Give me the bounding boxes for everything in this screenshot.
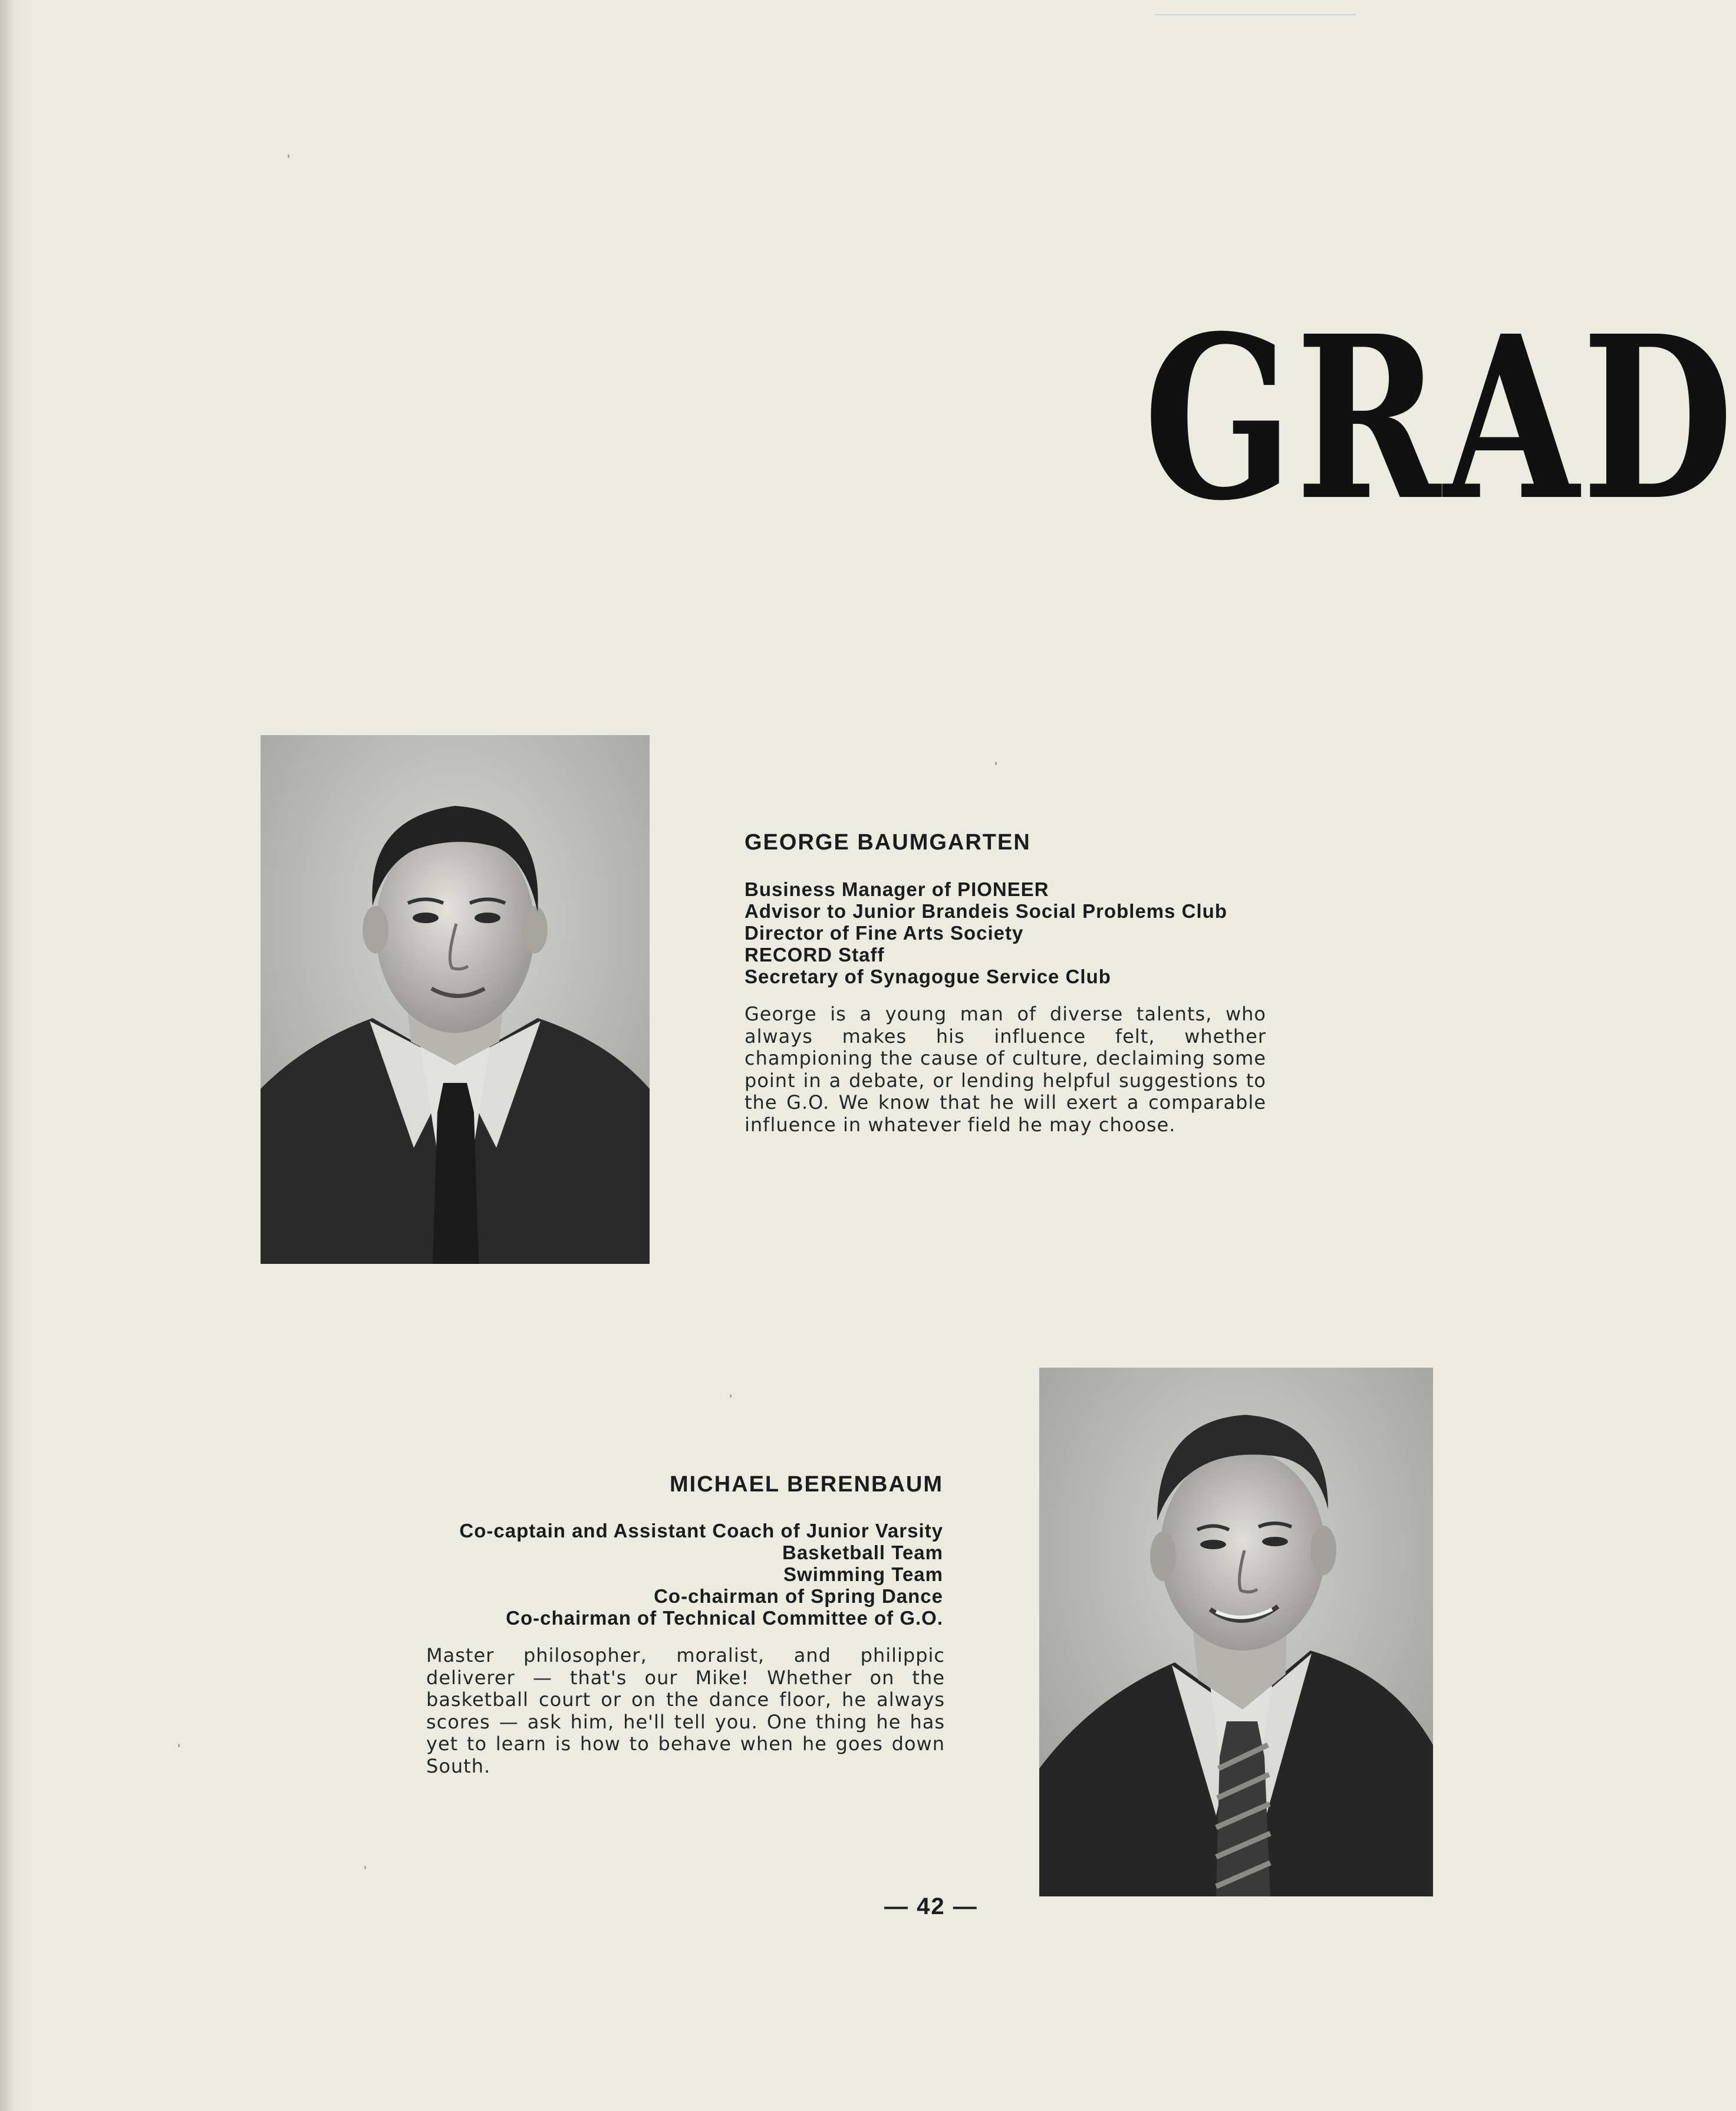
role-item: Advisor to Junior Brandeis Social Problems Club: [745, 900, 1227, 922]
paper-speck: [730, 1394, 732, 1398]
section-title: GRAD: [1144, 286, 1736, 550]
role-item: Co-captain and Assistant Coach of Junior Varsity: [459, 1520, 943, 1542]
role-item: RECORD Staff: [745, 944, 885, 966]
entry-roles: [459, 1520, 943, 1629]
paper-speck: [364, 1866, 366, 1869]
role-item: Business Manager of PIONEER: [745, 878, 1049, 900]
role-item: Basketball Team: [782, 1542, 943, 1563]
top-rule: [1155, 14, 1356, 15]
binding-shadow: [0, 0, 14, 2111]
portrait-george-baumgarten: [261, 735, 650, 1264]
entry-name: MICHAEL BERENBAUM: [670, 1472, 943, 1497]
entry-bio: Master philosopher, moralist, and philippic deliverer — that's our Mike! Whether on the basketball court or on the dance floor, he always scores — ask him, he'll tell you. One thing he has yet to learn is how to behave when he goes down South.: [426, 1644, 945, 1777]
page-number: — 42 —: [884, 1893, 978, 1919]
paper-speck: [288, 154, 289, 158]
role-item: Secretary of Synagogue Service Club: [745, 966, 1111, 987]
portrait-michael-berenbaum: [1039, 1368, 1433, 1896]
role-item: Swimming Team: [783, 1563, 943, 1585]
role-item: Co-chairman of Technical Committee of G.O.: [506, 1607, 943, 1629]
role-item: Co-chairman of Spring Dance: [654, 1585, 943, 1607]
paper-speck: [995, 762, 997, 765]
paper-speck: [178, 1744, 180, 1747]
entry-bio: George is a young man of diverse talents, who always makes his influence felt, whether championing the cause of culture, declaiming some point in a debate, or lending helpful suggestions to the G.O. We know that he will exert a comparable influence in whatever field he may choose.: [745, 1003, 1266, 1136]
entry-name: GEORGE BAUMGARTEN: [745, 830, 1031, 855]
role-item: Director of Fine Arts Society: [745, 922, 1024, 944]
entry-roles: [745, 878, 1227, 987]
